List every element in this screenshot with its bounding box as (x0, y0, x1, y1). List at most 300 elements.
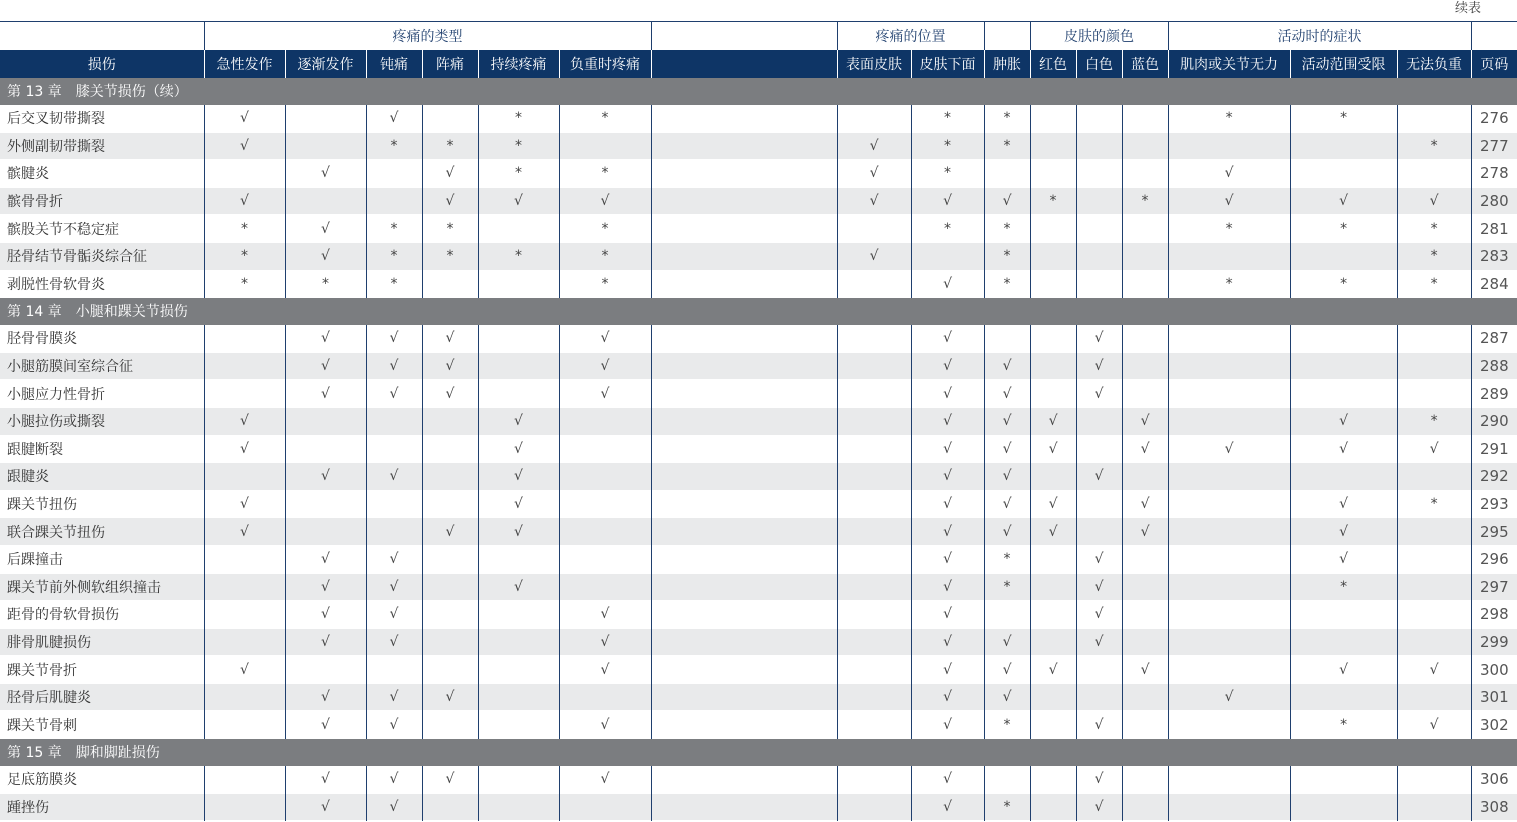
empty-cell (422, 628, 478, 656)
check-mark: √ (1076, 352, 1122, 380)
check-mark: √ (478, 463, 559, 491)
table-body (0, 78, 1517, 821)
check-mark: √ (559, 601, 651, 629)
injury-name: 跟腱炎 (7, 469, 49, 486)
column-header: 肌肉或关节无力 (1168, 50, 1290, 78)
asterisk-mark: * (911, 132, 984, 160)
empty-cell (1076, 490, 1122, 518)
asterisk-mark: * (1397, 215, 1471, 243)
empty-cell (1397, 105, 1471, 133)
page-number: 297 (1471, 573, 1517, 601)
empty-cell (478, 601, 559, 629)
asterisk-mark: * (984, 711, 1030, 739)
asterisk-mark: * (1397, 242, 1471, 270)
table-row (0, 766, 1517, 794)
column-header: 肿胀 (984, 50, 1030, 78)
empty-cell (651, 380, 837, 408)
empty-cell (837, 628, 911, 656)
group-header-blank (984, 22, 1030, 50)
check-mark: √ (366, 545, 422, 573)
empty-cell (478, 545, 559, 573)
check-mark: √ (285, 242, 366, 270)
injury-name: 踵挫伤 (7, 799, 49, 816)
check-mark: √ (366, 463, 422, 491)
page-number: 278 (1471, 160, 1517, 188)
column-header: 红色 (1030, 50, 1076, 78)
chapter-row (0, 298, 1517, 325)
check-mark: √ (422, 352, 478, 380)
empty-cell (1397, 518, 1471, 546)
page-number: 293 (1471, 490, 1517, 518)
check-mark: √ (1397, 187, 1471, 215)
empty-cell (478, 628, 559, 656)
empty-cell (1122, 105, 1168, 133)
empty-cell (1076, 187, 1122, 215)
empty-cell (422, 656, 478, 684)
asterisk-mark: * (911, 105, 984, 133)
check-mark: √ (1030, 435, 1076, 463)
table-row (0, 545, 1517, 573)
table-row (0, 463, 1517, 491)
check-mark: √ (911, 628, 984, 656)
injury-name: 踝关节骨刺 (7, 717, 77, 734)
asterisk-mark: * (478, 132, 559, 160)
column-header: 损伤 (87, 56, 116, 73)
injury-name: 踝关节前外侧软组织撞击 (7, 579, 161, 596)
injury-name: 髌腱炎 (7, 166, 49, 183)
empty-cell (559, 518, 651, 546)
column-header: 活动范围受限 (1290, 50, 1397, 78)
check-mark: √ (1290, 545, 1397, 573)
check-mark: √ (1168, 160, 1290, 188)
check-mark: √ (559, 711, 651, 739)
empty-cell (1076, 105, 1122, 133)
check-mark: √ (984, 628, 1030, 656)
asterisk-mark: * (204, 270, 285, 298)
check-mark: √ (366, 766, 422, 794)
table-row (0, 793, 1517, 821)
empty-cell (285, 518, 366, 546)
asterisk-mark: * (1397, 407, 1471, 435)
empty-cell (837, 380, 911, 408)
check-mark: √ (559, 628, 651, 656)
check-mark: √ (204, 518, 285, 546)
check-mark: √ (1076, 380, 1122, 408)
check-mark: √ (422, 380, 478, 408)
empty-cell (837, 766, 911, 794)
empty-cell (478, 793, 559, 821)
empty-cell (1290, 325, 1397, 353)
table-row (0, 270, 1517, 298)
empty-cell (366, 187, 422, 215)
empty-cell (651, 793, 837, 821)
check-mark: √ (478, 435, 559, 463)
column-header: 无法负重 (1397, 50, 1471, 78)
page-number: 288 (1471, 352, 1517, 380)
asterisk-mark: * (422, 215, 478, 243)
empty-cell (1030, 105, 1076, 133)
asterisk-mark: * (1290, 573, 1397, 601)
empty-cell (1397, 463, 1471, 491)
asterisk-mark: * (911, 160, 984, 188)
check-mark: √ (285, 160, 366, 188)
check-mark: √ (837, 132, 911, 160)
check-mark: √ (366, 793, 422, 821)
check-mark: √ (422, 683, 478, 711)
empty-cell (559, 545, 651, 573)
empty-cell (1122, 793, 1168, 821)
asterisk-mark: * (1290, 215, 1397, 243)
empty-cell (1290, 160, 1397, 188)
chapter-row (0, 78, 1517, 105)
empty-cell (1168, 601, 1290, 629)
check-mark: √ (478, 187, 559, 215)
check-mark: √ (285, 628, 366, 656)
empty-cell (1168, 766, 1290, 794)
empty-cell (1397, 628, 1471, 656)
empty-cell (1030, 325, 1076, 353)
check-mark: √ (911, 518, 984, 546)
empty-cell (1030, 160, 1076, 188)
table-row (0, 518, 1517, 546)
empty-cell (1030, 215, 1076, 243)
empty-cell (1122, 325, 1168, 353)
empty-cell (837, 518, 911, 546)
check-mark: √ (984, 656, 1030, 684)
empty-cell (285, 105, 366, 133)
asterisk-mark: * (478, 242, 559, 270)
check-mark: √ (911, 407, 984, 435)
check-mark: √ (285, 601, 366, 629)
chapter-row (0, 739, 1517, 766)
table-row (0, 242, 1517, 270)
empty-cell (285, 132, 366, 160)
asterisk-mark: * (1168, 215, 1290, 243)
group-header-row (0, 22, 1517, 50)
injury-name: 胫骨后肌腱炎 (7, 690, 91, 707)
check-mark: √ (911, 270, 984, 298)
group-header-activity-symptoms: 活动时的症状 (1168, 22, 1471, 50)
page-number: 287 (1471, 325, 1517, 353)
empty-cell (1168, 490, 1290, 518)
empty-cell (1290, 380, 1397, 408)
check-mark: √ (911, 573, 984, 601)
empty-cell (651, 463, 837, 491)
empty-cell (837, 352, 911, 380)
asterisk-mark: * (366, 270, 422, 298)
empty-cell (478, 380, 559, 408)
check-mark: √ (366, 352, 422, 380)
injury-symptom-table (0, 21, 1517, 821)
empty-cell (559, 490, 651, 518)
empty-cell (837, 435, 911, 463)
check-mark: √ (984, 463, 1030, 491)
check-mark: √ (984, 435, 1030, 463)
empty-cell (1290, 793, 1397, 821)
injury-name: 胫骨骨膜炎 (7, 331, 77, 348)
asterisk-mark: * (984, 545, 1030, 573)
check-mark: √ (911, 545, 984, 573)
empty-cell (1168, 656, 1290, 684)
empty-cell (1076, 242, 1122, 270)
page-number: 301 (1471, 683, 1517, 711)
group-header-blank (1471, 22, 1517, 50)
empty-cell (651, 656, 837, 684)
empty-cell (1168, 352, 1290, 380)
asterisk-mark: * (1122, 187, 1168, 215)
empty-cell (837, 463, 911, 491)
empty-cell (285, 656, 366, 684)
asterisk-mark: * (1397, 490, 1471, 518)
empty-cell (1122, 380, 1168, 408)
injury-name: 小腿筋膜间室综合征 (7, 359, 133, 376)
check-mark: √ (984, 683, 1030, 711)
injury-name: 跟腱断裂 (7, 441, 63, 458)
table-row (0, 215, 1517, 243)
check-mark: √ (478, 407, 559, 435)
asterisk-mark: * (285, 270, 366, 298)
empty-cell (1030, 573, 1076, 601)
check-mark: √ (204, 656, 285, 684)
injury-name: 后踝撞击 (7, 552, 63, 569)
empty-cell (478, 766, 559, 794)
column-header: 蓝色 (1122, 50, 1168, 78)
check-mark: √ (911, 793, 984, 821)
empty-cell (1030, 352, 1076, 380)
check-mark: √ (285, 352, 366, 380)
check-mark: √ (204, 187, 285, 215)
injury-name: 后交叉韧带撕裂 (7, 111, 105, 128)
empty-cell (1076, 215, 1122, 243)
injury-name: 剥脱性骨软骨炎 (7, 276, 105, 293)
empty-cell (837, 573, 911, 601)
check-mark: √ (478, 490, 559, 518)
check-mark: √ (1290, 407, 1397, 435)
empty-cell (559, 573, 651, 601)
column-header: 页码 (1471, 50, 1517, 78)
check-mark: √ (911, 711, 984, 739)
empty-cell (1122, 215, 1168, 243)
empty-cell (559, 435, 651, 463)
column-header-row (0, 50, 1517, 78)
check-mark: √ (911, 325, 984, 353)
check-mark: √ (984, 187, 1030, 215)
empty-cell (1168, 545, 1290, 573)
check-mark: √ (911, 656, 984, 684)
check-mark: √ (1290, 490, 1397, 518)
table-row (0, 435, 1517, 463)
check-mark: √ (1122, 407, 1168, 435)
page-number: 290 (1471, 407, 1517, 435)
empty-cell (837, 407, 911, 435)
check-mark: √ (422, 766, 478, 794)
check-mark: √ (837, 187, 911, 215)
asterisk-mark: * (1290, 711, 1397, 739)
check-mark: √ (559, 766, 651, 794)
check-mark: √ (1076, 628, 1122, 656)
empty-cell (1076, 656, 1122, 684)
table-row (0, 683, 1517, 711)
check-mark: √ (204, 407, 285, 435)
check-mark: √ (1076, 573, 1122, 601)
table-row (0, 160, 1517, 188)
empty-cell (204, 628, 285, 656)
injury-name: 胫骨结节骨骺炎综合征 (7, 249, 147, 266)
empty-cell (1397, 766, 1471, 794)
check-mark: √ (837, 242, 911, 270)
check-mark: √ (911, 435, 984, 463)
page-number: 280 (1471, 187, 1517, 215)
empty-cell (422, 490, 478, 518)
empty-cell (1397, 573, 1471, 601)
empty-cell (1122, 766, 1168, 794)
check-mark: √ (285, 545, 366, 573)
check-mark: √ (1030, 656, 1076, 684)
empty-cell (651, 160, 837, 188)
table-row (0, 407, 1517, 435)
empty-cell (1030, 601, 1076, 629)
asterisk-mark: * (984, 215, 1030, 243)
empty-cell (651, 518, 837, 546)
check-mark: √ (559, 325, 651, 353)
empty-cell (1076, 407, 1122, 435)
empty-cell (651, 490, 837, 518)
empty-cell (1122, 270, 1168, 298)
empty-cell (422, 545, 478, 573)
empty-cell (1122, 545, 1168, 573)
check-mark: √ (1397, 711, 1471, 739)
empty-cell (911, 242, 984, 270)
empty-cell (1122, 463, 1168, 491)
empty-cell (651, 628, 837, 656)
empty-cell (1030, 545, 1076, 573)
check-mark: √ (1122, 435, 1168, 463)
check-mark: √ (559, 380, 651, 408)
check-mark: √ (1397, 656, 1471, 684)
injury-name: 小腿拉伤或撕裂 (7, 414, 105, 431)
empty-cell (1397, 380, 1471, 408)
empty-cell (204, 160, 285, 188)
injury-name: 腓骨肌腱损伤 (7, 634, 91, 651)
empty-cell (204, 766, 285, 794)
check-mark: √ (1122, 656, 1168, 684)
page-number: 289 (1471, 380, 1517, 408)
check-mark: √ (911, 766, 984, 794)
table-row (0, 573, 1517, 601)
check-mark: √ (911, 187, 984, 215)
check-mark: √ (366, 573, 422, 601)
empty-cell (1290, 352, 1397, 380)
empty-cell (1397, 160, 1471, 188)
check-mark: √ (204, 105, 285, 133)
check-mark: √ (285, 793, 366, 821)
check-mark: √ (559, 187, 651, 215)
empty-cell (204, 793, 285, 821)
empty-cell (1168, 132, 1290, 160)
asterisk-mark: * (478, 160, 559, 188)
check-mark: √ (366, 683, 422, 711)
asterisk-mark: * (204, 215, 285, 243)
empty-cell (478, 352, 559, 380)
group-header-skin-color: 皮肤的颜色 (1030, 22, 1168, 50)
empty-cell (1030, 793, 1076, 821)
asterisk-mark: * (478, 105, 559, 133)
page-number: 283 (1471, 242, 1517, 270)
empty-cell (1168, 793, 1290, 821)
injury-name: 外侧副韧带撕裂 (7, 138, 105, 155)
empty-cell (837, 656, 911, 684)
empty-cell (1076, 160, 1122, 188)
continued-label: 续表 (1454, 1, 1481, 16)
empty-cell (366, 656, 422, 684)
check-mark: √ (1168, 435, 1290, 463)
table-row (0, 490, 1517, 518)
empty-cell (651, 187, 837, 215)
check-mark: √ (285, 380, 366, 408)
asterisk-mark: * (422, 242, 478, 270)
empty-cell (651, 325, 837, 353)
injury-name: 联合踝关节扭伤 (7, 524, 105, 541)
check-mark: √ (285, 573, 366, 601)
check-mark: √ (285, 711, 366, 739)
injury-name: 髌股关节不稳定症 (7, 221, 119, 238)
empty-cell (478, 683, 559, 711)
empty-cell (1168, 325, 1290, 353)
asterisk-mark: * (559, 105, 651, 133)
empty-cell (1076, 683, 1122, 711)
check-mark: √ (984, 352, 1030, 380)
empty-cell (651, 352, 837, 380)
column-header: 白色 (1076, 50, 1122, 78)
empty-cell (651, 435, 837, 463)
check-mark: √ (366, 601, 422, 629)
empty-cell (837, 325, 911, 353)
chapter-title: 第 15 章 脚和脚趾损伤 (7, 745, 160, 762)
check-mark: √ (285, 463, 366, 491)
empty-cell (422, 793, 478, 821)
asterisk-mark: * (366, 215, 422, 243)
empty-cell (204, 711, 285, 739)
empty-cell (285, 187, 366, 215)
check-mark: √ (285, 215, 366, 243)
empty-cell (1030, 463, 1076, 491)
empty-cell (1030, 711, 1076, 739)
check-mark: √ (1290, 518, 1397, 546)
empty-cell (1076, 518, 1122, 546)
empty-cell (1290, 683, 1397, 711)
injury-name: 髌骨骨折 (7, 194, 63, 211)
empty-cell (204, 601, 285, 629)
empty-cell (984, 160, 1030, 188)
check-mark: √ (366, 325, 422, 353)
empty-cell (1290, 242, 1397, 270)
empty-cell (1030, 242, 1076, 270)
empty-cell (651, 215, 837, 243)
empty-cell (1122, 160, 1168, 188)
empty-cell (1122, 242, 1168, 270)
check-mark: √ (1122, 518, 1168, 546)
empty-cell (1122, 352, 1168, 380)
check-mark: √ (366, 105, 422, 133)
check-mark: √ (559, 352, 651, 380)
empty-cell (478, 270, 559, 298)
empty-cell (1168, 463, 1290, 491)
check-mark: √ (285, 766, 366, 794)
page-number: 292 (1471, 463, 1517, 491)
check-mark: √ (911, 352, 984, 380)
page-number: 277 (1471, 132, 1517, 160)
check-mark: √ (422, 187, 478, 215)
